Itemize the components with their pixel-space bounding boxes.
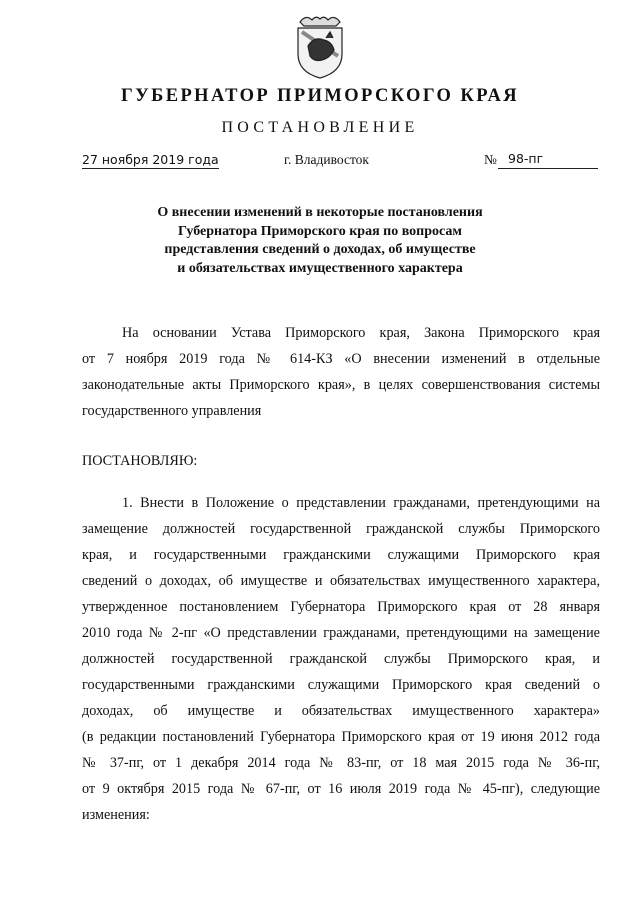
number-sign: № (484, 152, 497, 167)
text-line: должностей государственной гражданской службы Приморского края, и (82, 651, 600, 667)
text-line: края, и государственными гражданскими служащими Приморского края (82, 547, 600, 563)
text-line: от 7 ноября 2019 года № 614-КЗ «О внесении изменений в отдельные (82, 351, 600, 367)
preamble-paragraph (82, 320, 600, 424)
text-line: 2010 года № 2-пг «О представлении гражданами, претендующими на замещение (82, 625, 600, 641)
issuing-authority: ГУБЕРНАТОР ПРИМОРСКОГО КРАЯ (120, 86, 520, 106)
document-date: 27 ноября 2019 года (82, 152, 219, 167)
text-line: замещение должностей государственной гражданской службы Приморского (82, 521, 600, 537)
text-line: изменения: (82, 807, 150, 823)
text-line: На основании Устава Приморского края, Закона Приморского края (122, 325, 600, 341)
item-1-paragraph (82, 490, 600, 828)
title-line: О внесении изменений в некоторые постановления (157, 205, 483, 220)
text-line: утвержденное постановлением Губернатора Приморского края от 28 января (82, 599, 600, 615)
title-line: и обязательствах имущественного характера (177, 260, 463, 276)
text-line: законодательные акты Приморского края», в целях совершенствования системы (82, 377, 600, 393)
number-underline (498, 168, 598, 169)
document-city: г. Владивосток (284, 152, 369, 167)
text-line: 1. Внести в Положение о представлении гражданами, претендующими на (122, 495, 600, 511)
document-title (100, 204, 540, 278)
coat-of-arms-icon (292, 12, 348, 80)
document-number: 98-пг (508, 151, 544, 166)
decree-word: ПОСТАНОВЛЯЮ: (82, 453, 198, 469)
document-meta (0, 150, 640, 174)
title-line: Губернатора Приморского края по вопросам (178, 223, 462, 239)
text-line: от 9 октября 2015 года № 67-пг, от 16 июля 2019 года № 45-пг), следующие (82, 781, 600, 797)
text-line: сведений о доходах, об имуществе и обязательствах имущественного характера, (82, 573, 600, 589)
text-line: государственными гражданскими служащими Приморского края сведений о (82, 677, 600, 693)
text-line: № 37-пг, от 1 декабря 2014 года № 83-пг, от 18 мая 2015 года № 36-пг, (82, 755, 600, 771)
text-line: (в редакции постановлений Губернатора Приморского края от 19 июня 2012 года (82, 729, 600, 745)
title-line: представления сведений о доходах, об имуществе (164, 242, 476, 257)
document-type: ПОСТАНОВЛЕНИЕ (221, 119, 419, 136)
text-line: доходах, об имуществе и обязательствах имущественного характера» (82, 703, 600, 719)
text-line: государственного управления (82, 403, 262, 419)
